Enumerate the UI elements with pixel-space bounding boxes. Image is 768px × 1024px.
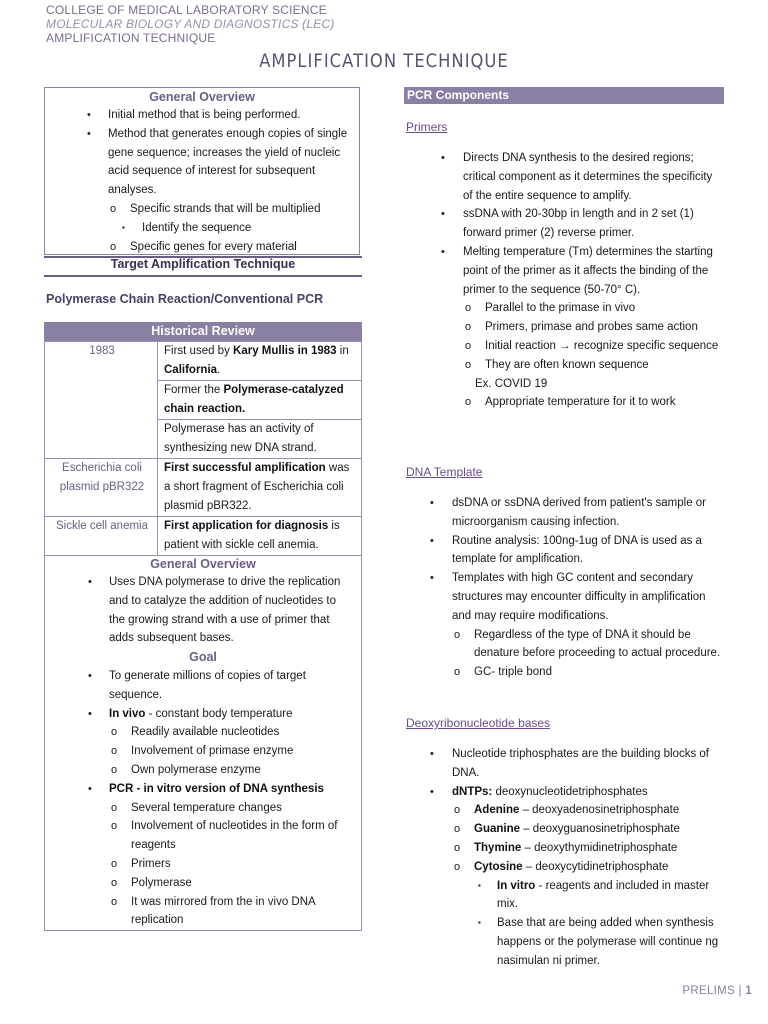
list-item: o It was mirrored from the in vivo DNA replication (111, 895, 316, 927)
divider (44, 275, 362, 277)
general-overview-box (44, 87, 360, 255)
dntp-list (430, 745, 727, 971)
list-item: o Specific strands that will be multiplied (110, 202, 321, 215)
list-item: • Melting temperature (Tm) determines the starting point of the primer as it affects the binding of the primer to the sequence (50-70° C). (441, 245, 713, 296)
topic-name: AMPLIFICATION TECHNIQUE (46, 31, 216, 45)
pcr-heading: Polymerase Chain Reaction/Conventional PCR (46, 292, 324, 306)
list-item: ▪ In vitro - reagents and included in master mix. (478, 879, 710, 911)
list-item: o Appropriate temperature for it to work (465, 396, 676, 409)
list-item: • PCR - in vitro version of DNA synthesis (88, 782, 324, 795)
list-item: o Parallel to the primase in vivo (465, 302, 636, 315)
target-amplification-heading: Target Amplification Technique (110, 257, 296, 271)
general-overview-list (87, 106, 353, 256)
general-overview-2-heading: General Overview (150, 557, 256, 571)
list-item: Ex. COVID 19 (475, 377, 548, 390)
goal-list (88, 667, 355, 930)
footer-label: PRELIMS (682, 985, 735, 997)
list-item: o Primers, primase and probes same action (465, 321, 698, 334)
dna-template-heading: DNA Template (406, 465, 483, 479)
list-item: o Cytosine – deoxycytidinetriphosphate (454, 860, 669, 873)
list-item: o Specific genes for every material (110, 240, 297, 253)
page-footer (682, 985, 752, 997)
table-cell: First used by Kary Mullis in 1983 in California. (158, 342, 362, 381)
historical-review (44, 322, 362, 556)
list-item: ▪ Base that are being added when synthesis happens or the polymerase will continue ng nasimulan ni primer. (478, 917, 719, 967)
list-item: o Initial reaction → recognize specific sequence (465, 339, 719, 352)
table-cell: Polymerase has an activity of synthesizing new DNA strand. (158, 420, 362, 459)
table-cell: Former the Polymerase-catalyzed chain reaction. (158, 381, 362, 420)
list-item: • Method that generates enough copies of single gene sequence; increases the yield of nucleic acid sequence of interest for subsequent analyses. (87, 127, 348, 197)
primers-heading: Primers (406, 120, 448, 134)
list-item: • Directs DNA synthesis to the desired regions; critical component as it determines the specificity of the entire sequence to amplify. (441, 152, 713, 202)
list-item: o Involvement of nucleotides in the form of reagents (111, 820, 338, 852)
list-item: o Polymerase (111, 876, 192, 889)
list-item: o Adenine – deoxyadenosinetriphosphate (454, 804, 680, 817)
list-item: o Primers (111, 857, 171, 870)
historical-table (44, 341, 362, 556)
list-item: • dNTPs: deoxynucleotidetriphosphates (430, 785, 648, 798)
list-item: o Involvement of primase enzyme (111, 745, 294, 758)
list-item: • ssDNA with 20-30bp in length and in 2 set (1) forward primer (2) reverse primer. (441, 208, 694, 240)
goal-heading: Goal (189, 650, 217, 664)
list-item: • Routine analysis: 100ng-1ug of DNA is used as a template for amplification. (430, 534, 702, 566)
table-cell: First successful amplification was a short fragment of Escherichia coli plasmid pBR322. (158, 459, 362, 517)
general-overview-2-list (88, 573, 355, 648)
list-item: o GC- triple bond (454, 666, 552, 679)
table-row (45, 459, 362, 517)
list-item: o Readily available nucleotides (111, 726, 280, 739)
table-cell: First application for diagnosis is patient with sickle cell anemia. (158, 517, 362, 556)
general-overview-heading: General Overview (149, 90, 255, 104)
list-item: • Initial method that is being performed. (87, 109, 301, 121)
year-cell: 1983 (45, 342, 158, 459)
sickle-cell: Sickle cell anemia (45, 517, 158, 556)
table-row (45, 342, 362, 381)
list-item: • dsDNA or ssDNA derived from patient's sample or microorganism causing infection. (430, 497, 707, 528)
list-item: • Templates with high GC content and secondary structures may encounter difficulty in amplification and may require modifications. (430, 572, 706, 622)
pcr-components-heading: PCR Components (404, 87, 724, 104)
list-item: o Several temperature changes (111, 801, 282, 814)
college-name: COLLEGE OF MEDICAL LABORATORY SCIENCE (46, 3, 327, 17)
list-item: o Regardless of the type of DNA it should be denature before proceeding to actual procedure. (454, 628, 721, 660)
list-item: • Uses DNA polymerase to drive the replication and to catalyze the addition of nucleotides to the growing strand with a use of primer that adds subsequent bases. (88, 576, 341, 645)
footer-separator: | (738, 985, 742, 997)
list-item: o Thymine – deoxythymidinetriphosphate (454, 841, 678, 854)
page-title: AMPLIFICATION TECHNIQUE (259, 50, 509, 72)
dntp-heading: Deoxyribonucleotide bases (406, 716, 551, 730)
list-item: ▪ Identify the sequence (122, 221, 252, 234)
historical-review-heading: Historical Review (44, 322, 362, 341)
course-name: MOLECULAR BIOLOGY AND DIAGNOSTICS (LEC) (46, 17, 335, 31)
page-number: 1 (745, 985, 752, 997)
primers-list (441, 149, 725, 412)
list-item: o Own polymerase enzyme (111, 763, 261, 776)
list-item: o Guanine – deoxyguanosinetriphosphate (454, 823, 680, 836)
doc-header (46, 3, 335, 45)
table-row (45, 517, 362, 556)
list-item: • To generate millions of copies of target sequence. (88, 670, 306, 701)
dna-template-list (430, 494, 724, 682)
overview-goal-box (44, 555, 362, 931)
ecoli-cell: Escherichia coli plasmid pBR322 (45, 459, 158, 517)
list-item: • Nucleotide triphosphates are the building blocks of DNA. (430, 748, 709, 779)
list-item: • In vivo - constant body temperature (88, 707, 293, 720)
list-item: o They are often known sequence (465, 358, 649, 371)
